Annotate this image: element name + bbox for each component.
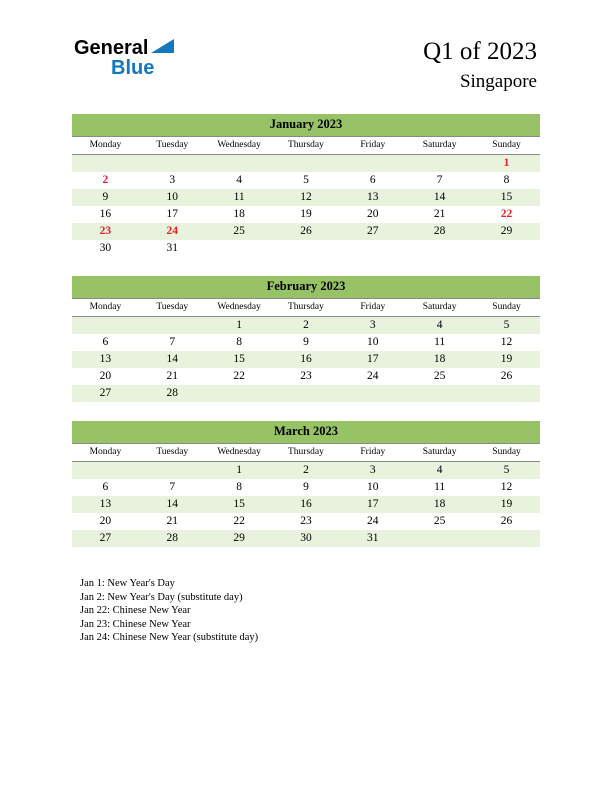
month-table (72, 276, 540, 402)
day-cell: 8 (236, 481, 242, 493)
day-cell: 1 (503, 157, 510, 169)
month-table (72, 421, 540, 547)
day-cell: 21 (166, 515, 179, 527)
day-cell: 12 (500, 336, 513, 348)
weekday-label: Thursday (273, 137, 340, 155)
logo-top-line (74, 38, 174, 59)
weekday-label: Saturday (406, 137, 473, 155)
day-cell: 27 (99, 532, 112, 544)
day-cell: 4 (236, 174, 242, 186)
weekday-label: Friday (339, 299, 406, 317)
week-row (72, 462, 540, 480)
day-cell: 7 (169, 336, 176, 348)
day-cell: 15 (233, 498, 245, 510)
day-cell: 15 (500, 191, 513, 203)
day-cell: 9 (303, 481, 309, 493)
day-cell: 17 (367, 353, 379, 365)
day-cell: 6 (102, 336, 109, 348)
day-cell: 31 (166, 242, 179, 254)
day-cell: 21 (433, 208, 446, 220)
day-cell: 24 (367, 370, 379, 382)
day-cell: 2 (303, 319, 309, 331)
day-cell: 20 (99, 370, 112, 382)
weekday-label: Tuesday (139, 299, 206, 317)
week-row (72, 385, 540, 402)
day-cell: 14 (166, 353, 179, 365)
day-cell: 31 (367, 532, 379, 544)
month-title: March 2023 (72, 421, 540, 444)
day-cell: 23 (300, 515, 312, 527)
day-cell: 25 (233, 225, 245, 237)
empty-day-cell (339, 240, 406, 257)
day-cell: 24 (166, 225, 179, 237)
day-cell: 19 (500, 498, 513, 510)
empty-day-cell (339, 385, 406, 402)
day-cell: 14 (433, 191, 446, 203)
empty-day-cell (406, 385, 473, 402)
week-row (72, 317, 540, 335)
day-cell: 8 (236, 336, 242, 348)
day-cell: 17 (367, 498, 379, 510)
weekday-label: Tuesday (139, 137, 206, 155)
day-cell: 25 (433, 515, 446, 527)
day-cell: 10 (166, 191, 179, 203)
day-cell: 5 (303, 174, 309, 186)
week-row (72, 155, 540, 173)
weekday-header-row (72, 137, 540, 155)
day-cell: 22 (233, 370, 245, 382)
empty-day-cell (273, 385, 340, 402)
empty-day-cell (273, 240, 340, 257)
weekday-label: Monday (72, 444, 139, 462)
day-cell: 29 (233, 532, 245, 544)
day-cell: 18 (433, 353, 446, 365)
weekday-header-row (72, 299, 540, 317)
general-blue-logo (74, 38, 174, 78)
day-cell: 5 (503, 319, 510, 331)
day-cell: 6 (102, 481, 109, 493)
empty-day-cell (339, 155, 406, 173)
weekday-label: Wednesday (206, 299, 273, 317)
day-cell: 8 (503, 174, 510, 186)
week-row (72, 479, 540, 496)
empty-day-cell (473, 240, 540, 257)
weekday-label: Friday (339, 137, 406, 155)
day-cell: 4 (436, 464, 443, 476)
weekday-label: Saturday (406, 299, 473, 317)
empty-day-cell (406, 240, 473, 257)
day-cell: 7 (169, 481, 176, 493)
weekday-label: Thursday (273, 299, 340, 317)
day-cell: 4 (436, 319, 443, 331)
day-cell: 3 (169, 174, 176, 186)
empty-day-cell (273, 155, 340, 173)
day-cell: 18 (433, 498, 446, 510)
day-cell: 13 (99, 498, 112, 510)
day-cell: 20 (367, 208, 379, 220)
logo-triangle-icon (151, 39, 174, 59)
holiday-note: Jan 1: New Year's Day (80, 578, 175, 589)
day-cell: 9 (102, 191, 109, 203)
empty-day-cell (72, 155, 139, 173)
holiday-note: Jan 23: Chinese New Year (80, 618, 191, 630)
day-cell: 19 (500, 353, 513, 365)
empty-day-cell (206, 155, 273, 173)
day-cell: 16 (300, 498, 312, 510)
day-cell: 19 (300, 208, 312, 220)
day-cell: 28 (166, 532, 179, 544)
quarter-title: Q1 of 2023 (423, 38, 537, 65)
holiday-note: Jan 2: New Year's Day (substitute day) (80, 591, 243, 603)
month-title: January 2023 (72, 114, 540, 137)
week-row (72, 368, 540, 385)
week-row (72, 206, 540, 223)
empty-day-cell (206, 385, 273, 402)
weekday-label: Friday (339, 444, 406, 462)
title-block (423, 38, 537, 93)
day-cell: 14 (166, 498, 179, 510)
day-cell: 11 (434, 481, 446, 493)
day-cell: 9 (303, 336, 309, 348)
week-row (72, 513, 540, 530)
day-cell: 30 (99, 242, 112, 254)
empty-day-cell (473, 385, 540, 402)
empty-day-cell (139, 462, 206, 480)
day-cell: 25 (433, 370, 446, 382)
holiday-list (80, 577, 612, 645)
empty-day-cell (72, 317, 139, 335)
empty-day-cell (473, 530, 540, 547)
empty-day-cell (139, 155, 206, 173)
day-cell: 27 (99, 387, 112, 399)
week-row (72, 530, 540, 547)
week-row (72, 351, 540, 368)
empty-day-cell (72, 462, 139, 480)
week-row (72, 189, 540, 206)
weekday-label: Saturday (406, 444, 473, 462)
day-cell: 16 (300, 353, 312, 365)
logo-word-blue: Blue (111, 57, 155, 79)
page-header (0, 0, 612, 93)
day-cell: 13 (367, 191, 379, 203)
holiday-note: Jan 24: Chinese New Year (substitute day) (80, 632, 259, 643)
day-cell: 23 (300, 370, 312, 382)
day-cell: 24 (367, 515, 379, 527)
day-cell: 26 (500, 370, 513, 382)
weekday-label: Monday (72, 137, 139, 155)
day-cell: 30 (300, 532, 312, 544)
day-cell: 2 (102, 174, 109, 186)
day-cell: 6 (369, 174, 376, 186)
day-cell: 26 (300, 225, 312, 237)
week-row (72, 240, 540, 257)
day-cell: 12 (300, 191, 312, 203)
country-subtitle: Singapore (459, 71, 537, 92)
month-table (72, 114, 540, 257)
weekday-label: Wednesday (206, 444, 273, 462)
day-cell: 28 (433, 225, 446, 237)
weekday-label: Sunday (473, 299, 540, 317)
calendar-months (0, 114, 612, 547)
day-cell: 26 (500, 515, 513, 527)
day-cell: 27 (367, 225, 379, 237)
week-row (72, 334, 540, 351)
week-row (72, 496, 540, 513)
day-cell: 17 (166, 208, 179, 220)
weekday-label: Tuesday (139, 444, 206, 462)
weekday-label: Wednesday (206, 137, 273, 155)
day-cell: 21 (166, 370, 179, 382)
week-row (72, 172, 540, 189)
holiday-note: Jan 22: Chinese New Year (80, 605, 191, 616)
day-cell: 5 (503, 464, 510, 476)
day-cell: 29 (500, 225, 513, 237)
day-cell: 10 (367, 336, 379, 348)
month-title: February 2023 (72, 276, 540, 299)
day-cell: 16 (99, 208, 112, 220)
weekday-label: Thursday (273, 444, 340, 462)
day-cell: 28 (166, 387, 179, 399)
week-row (72, 223, 540, 240)
day-cell: 12 (500, 481, 513, 493)
day-cell: 7 (436, 174, 443, 186)
logo-word-general: General (74, 37, 149, 59)
day-cell: 22 (500, 208, 513, 220)
day-cell: 1 (236, 319, 242, 331)
weekday-label: Sunday (473, 137, 540, 155)
day-cell: 2 (303, 464, 309, 476)
weekday-header-row (72, 444, 540, 462)
day-cell: 15 (233, 353, 245, 365)
day-cell: 22 (233, 515, 245, 527)
day-cell: 10 (367, 481, 379, 493)
day-cell: 23 (99, 225, 112, 237)
weekday-label: Sunday (473, 444, 540, 462)
empty-day-cell (206, 240, 273, 257)
day-cell: 11 (233, 191, 245, 203)
day-cell: 20 (99, 515, 112, 527)
day-cell: 18 (233, 208, 245, 220)
day-cell: 3 (369, 464, 376, 476)
empty-day-cell (406, 155, 473, 173)
empty-day-cell (139, 317, 206, 335)
day-cell: 13 (99, 353, 112, 365)
empty-day-cell (406, 530, 473, 547)
day-cell: 1 (236, 464, 242, 476)
day-cell: 3 (369, 319, 376, 331)
day-cell: 11 (434, 336, 446, 348)
weekday-label: Monday (72, 299, 139, 317)
